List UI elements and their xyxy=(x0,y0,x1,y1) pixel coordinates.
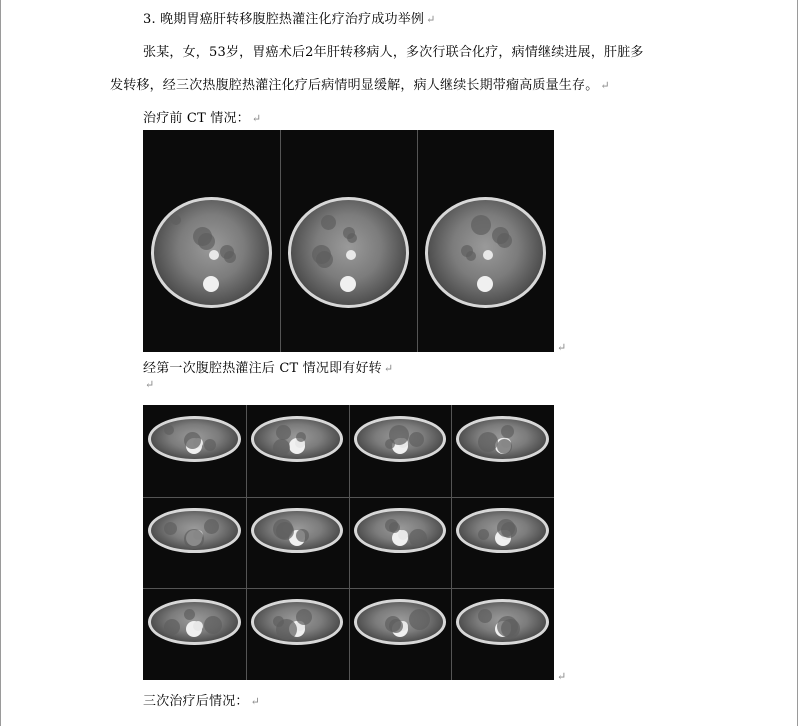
ct-slice xyxy=(143,405,246,497)
ct-lesion xyxy=(343,227,355,239)
ct-grid-divider xyxy=(280,130,281,352)
caption-after-three-treatments: 三次治疗后情况： ↵ xyxy=(143,694,261,709)
ct-lesion xyxy=(204,439,216,451)
ct-slice xyxy=(143,588,246,680)
page-border-left xyxy=(0,0,1,726)
ct-image-before-treatment xyxy=(143,130,554,352)
ct-lesion xyxy=(296,432,306,442)
ct-slice xyxy=(451,497,554,589)
paragraph-mark: ↵ xyxy=(383,362,394,375)
ct-lesion xyxy=(171,215,181,225)
ct-slice-scan xyxy=(425,197,546,308)
ct-lesion xyxy=(164,619,180,635)
ct-slice xyxy=(451,588,554,680)
ct-lesion xyxy=(164,425,174,435)
ct-lesion xyxy=(321,215,336,230)
ct-spine xyxy=(340,276,356,292)
ct-slice xyxy=(349,497,452,589)
ct-spine xyxy=(477,276,493,292)
ct-slice xyxy=(143,497,246,589)
ct-lesion xyxy=(296,609,312,625)
paragraph-mark: ↵ xyxy=(250,695,261,708)
ct-lesion xyxy=(478,609,492,623)
paragraph-line-1: 张某，女，53岁，胃癌术后2年肝转移病人，多次行联合化疗，病情继续进展，肝脏多 xyxy=(143,45,644,60)
ct-slice xyxy=(280,130,417,352)
ct-slice-scan xyxy=(456,416,548,462)
ct-slice-scan xyxy=(354,508,446,554)
page-border-right xyxy=(797,0,798,726)
ct-lesion xyxy=(385,439,395,449)
ct-lesion xyxy=(184,609,195,620)
ct-lesion xyxy=(276,425,291,440)
ct-grid-divider xyxy=(246,405,247,680)
caption-before-treatment: 治疗前 CT 情况： ↵ xyxy=(143,111,262,126)
ct-slice-scan xyxy=(151,197,272,308)
caption-after-first-treatment: 经第一次腹腔热灌注后 CT 情况即有好转 ↵ xyxy=(143,361,394,376)
ct-aorta xyxy=(209,250,219,260)
ct-slice-scan xyxy=(148,599,240,645)
paragraph-mark: ↵ xyxy=(426,13,436,26)
ct-slice xyxy=(349,405,452,497)
ct-slice xyxy=(246,588,349,680)
ct-slice-scan xyxy=(148,416,240,462)
ct-lesion xyxy=(164,522,177,535)
ct-lesion xyxy=(184,432,201,449)
ct-slice xyxy=(349,588,452,680)
ct-slice xyxy=(246,497,349,589)
ct-lesion xyxy=(497,439,512,454)
ct-aorta xyxy=(346,250,356,260)
ct-lesion xyxy=(409,432,424,447)
ct-aorta xyxy=(398,530,408,540)
ct-grid-divider xyxy=(349,405,350,680)
ct-lesion xyxy=(184,529,204,549)
ct-lesion xyxy=(220,245,234,259)
ct-slice xyxy=(451,405,554,497)
ct-slice-scan xyxy=(148,508,240,554)
ct-lesion xyxy=(204,519,219,534)
ct-slice-scan xyxy=(251,508,343,554)
ct-lesion xyxy=(409,609,430,630)
ct-grid-divider xyxy=(143,588,554,589)
section-heading: 3. 晚期胃癌肝转移腹腔热灌注化疗治疗成功举例 ↵ xyxy=(143,12,436,27)
paragraph-mark: ↵ xyxy=(600,79,610,92)
paragraph-mark: ↵ xyxy=(251,112,262,125)
ct-grid-divider xyxy=(451,405,452,680)
paragraph-line-2: 发转移，经三次热腹腔热灌注化疗后病情明显缓解，病人继续长期带瘤高质量生存。 ↵ xyxy=(110,78,610,93)
ct-slice-scan xyxy=(251,599,343,645)
ct-lesion xyxy=(312,245,331,264)
ct-slice-scan xyxy=(251,416,343,462)
ct-lesion xyxy=(478,529,489,540)
ct-image-after-first-treatment xyxy=(143,405,554,680)
ct-spine xyxy=(203,276,219,292)
paragraph-mark: ↵ xyxy=(145,378,155,391)
ct-aorta xyxy=(483,250,493,260)
paragraph-mark: ↵ xyxy=(557,341,567,354)
ct-lesion xyxy=(193,227,212,246)
ct-lesion xyxy=(501,425,514,438)
ct-lesion xyxy=(273,439,290,456)
paragraph-mark: ↵ xyxy=(557,670,567,683)
ct-slice xyxy=(143,130,280,352)
ct-slice xyxy=(246,405,349,497)
ct-slice-scan xyxy=(456,599,548,645)
ct-grid-divider xyxy=(143,497,554,498)
ct-slice-scan xyxy=(456,508,548,554)
ct-grid-divider xyxy=(417,130,418,352)
ct-slice-scan xyxy=(288,197,409,308)
ct-slice xyxy=(417,130,554,352)
ct-lesion xyxy=(296,529,309,542)
ct-lesion xyxy=(478,432,498,452)
ct-slice-scan xyxy=(354,599,446,645)
ct-slice-scan xyxy=(354,416,446,462)
ct-lesion xyxy=(204,616,222,634)
ct-lesion xyxy=(471,215,491,235)
ct-lesion xyxy=(409,529,427,547)
